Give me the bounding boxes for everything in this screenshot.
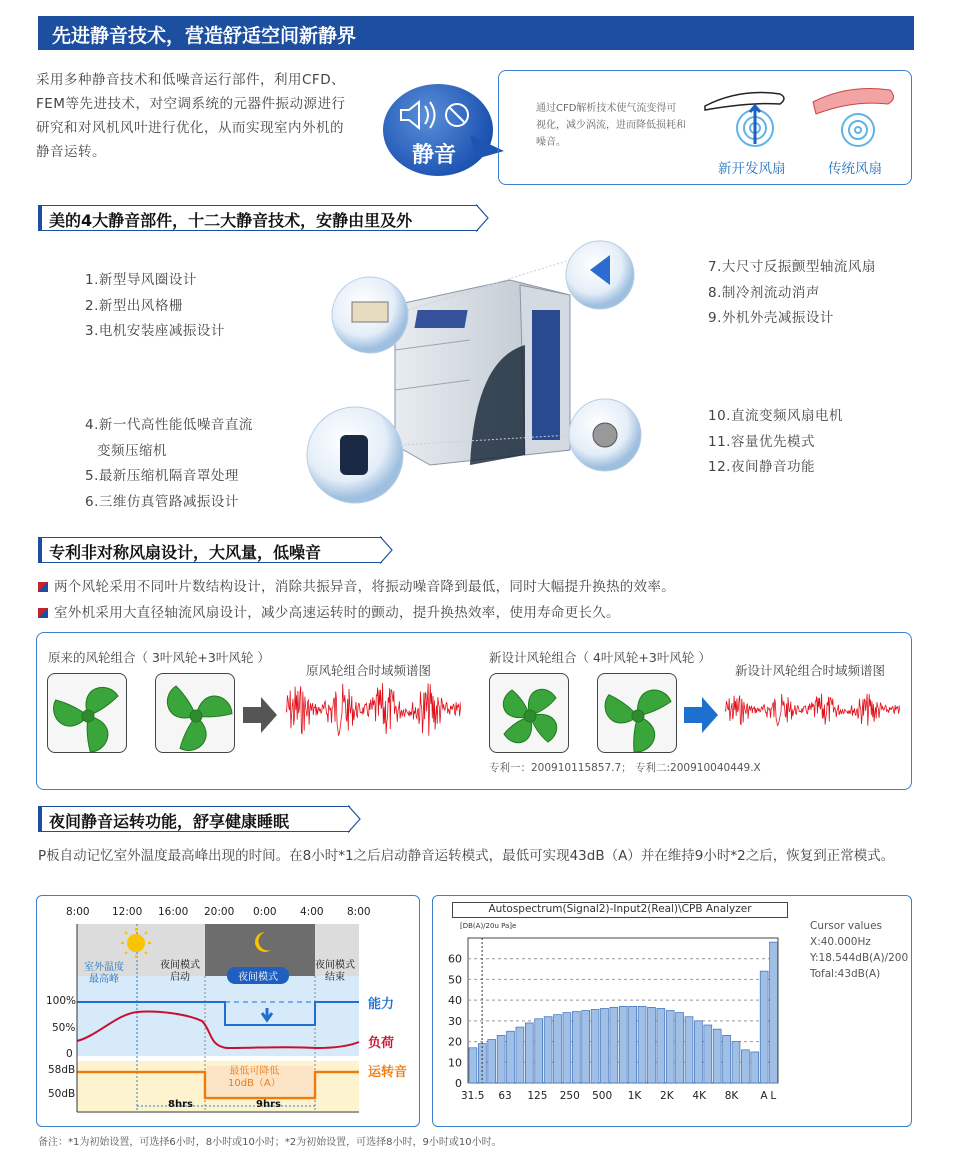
time-tick: 12:00 <box>112 906 143 918</box>
feature-item: 12.夜间静音功能 <box>708 459 815 475</box>
arrow-right-blue-icon <box>684 695 720 735</box>
spectrum-bar <box>610 1007 618 1083</box>
time-tick: 20:00 <box>204 906 235 918</box>
night-end-label: 夜间模式 结束 <box>315 960 355 983</box>
orig-spectrum-waveform <box>286 680 461 740</box>
y-tick-label: 60 <box>448 952 462 966</box>
spectrum-bar-chart <box>440 930 785 1120</box>
x-tick-label: A <box>760 1090 768 1102</box>
quiet-badge-label: 静音 <box>412 143 457 168</box>
y-tick: 0 <box>66 1048 73 1060</box>
bullet-square-icon <box>38 608 48 618</box>
feature-item: 2.新型出风格栅 <box>85 297 183 314</box>
spectrum-title: Autospectrum(Signal2)-Input2(Real)\CPB Analyzer <box>452 902 788 918</box>
cursor-title: Cursor values <box>810 920 883 932</box>
spectrum-bar <box>488 1040 496 1084</box>
hrs-8-label: 8hrs <box>168 1099 193 1110</box>
noise-label: 运转音 <box>368 1065 408 1080</box>
spectrum-bar <box>770 942 778 1083</box>
section-heading-fan <box>38 537 382 563</box>
x-tick-label: 8K <box>724 1090 739 1102</box>
time-tick: 8:00 <box>347 906 371 918</box>
spectrum-bar <box>760 971 768 1083</box>
cursor-total: Tofal:43dB(A) <box>810 968 881 980</box>
spectrum-ylabel: [DB(A)/20u Pa]e <box>460 922 517 930</box>
cursor-y: Y:18.544dB(A)/200 <box>810 952 909 964</box>
x-tick-label: 4K <box>692 1090 706 1102</box>
night-description: P板自动记忆室外温度最高峰出现的时间。在8小时*1之后启动静音运转模式，最低可实现43dB（A）并在维持9小时*2之后，恢复到正常模式。 <box>38 848 895 864</box>
feature-list-1 <box>85 268 225 345</box>
feature-item: 7.大尺寸反振颤型轴流风扇 <box>708 259 876 275</box>
spectrum-bar <box>619 1006 627 1083</box>
feature-item: 9.外机外壳减振设计 <box>708 310 834 326</box>
time-tick: 16:00 <box>158 906 189 918</box>
spectrum-bar <box>554 1015 562 1083</box>
feature-item: 变频压缩机 <box>97 442 167 459</box>
feature-item: 1.新型导风圈设计 <box>85 272 197 288</box>
fan-4blade <box>489 673 569 753</box>
feature-item: 10.直流变频风扇电机 <box>708 408 843 424</box>
old-fan-caption: 传统风扇 <box>828 161 882 177</box>
speaker-mute-icon <box>395 96 480 136</box>
heading-arrow-icon <box>348 805 362 833</box>
y-tick: 58dB <box>48 1064 76 1076</box>
spectrum-bar <box>563 1013 571 1083</box>
load-label: 负荷 <box>368 1036 395 1051</box>
intro-text: 采用多种静音技术和低噪音运行部件，利用CFD、FEM等先进技术，对空调系统的元器件振动源进行研究和对风机风叶进行优化，从而实现室内外机的静音运转。 <box>36 72 346 160</box>
spectrum-bar <box>544 1017 552 1083</box>
section-heading-night <box>38 806 350 832</box>
bullet-item-1: 两个风轮采用不同叶片数结构设计，消除共振异音，将振动噪音降到最低，同时大幅提升换热的效率。 <box>38 575 675 595</box>
capacity-label: 能力 <box>368 997 395 1012</box>
old-fan-blade-icon <box>808 76 903 154</box>
spectrum-bar <box>704 1025 712 1083</box>
hrs-9-label: 9hrs <box>256 1099 281 1110</box>
bullet-item-2: 室外机采用大直径轴流风扇设计，减少高速运转时的颤动，提升换热效率，使用寿命更长久。 <box>38 601 620 621</box>
fan-3blade-b <box>155 673 235 753</box>
spectrum-bar <box>582 1011 590 1084</box>
night-mode-chart <box>37 896 420 1127</box>
time-tick: 0:00 <box>253 906 277 918</box>
y-tick: 100% <box>46 995 77 1007</box>
spectrum-bar <box>572 1012 580 1083</box>
spectrum-bar <box>751 1052 759 1083</box>
new-fan-blade-icon <box>700 76 795 154</box>
new-fan-caption: 新开发风扇 <box>718 161 786 177</box>
section-heading-text: 美的4大静音部件，十二大静音技术，安静由里及外 <box>49 211 413 230</box>
spectrum-bar <box>525 1023 533 1083</box>
spectrum-bar <box>535 1019 543 1083</box>
feature-item: 11.容量优先模式 <box>708 433 815 450</box>
section-heading-components <box>38 205 478 231</box>
heading-arrow-icon <box>476 204 490 232</box>
feature-item: 6.三维仿真管路减振设计 <box>85 493 239 510</box>
feature-list-4 <box>708 404 843 481</box>
waveform-line <box>286 683 461 736</box>
spectrum-bar <box>507 1031 515 1083</box>
new-spectrum-waveform <box>725 680 900 740</box>
spectrum-bar <box>629 1006 637 1083</box>
feature-item: 3.电机安装座减振设计 <box>85 323 225 339</box>
outdoor-unit-illustration <box>300 240 660 520</box>
spectrum-bar <box>497 1035 505 1083</box>
spectrum-bar <box>713 1029 721 1083</box>
feature-list-3 <box>708 255 876 332</box>
waveform-line <box>725 694 900 726</box>
y-tick: 50dB <box>48 1088 76 1100</box>
page-banner: 先进静音技术，营造舒适空间新静界 <box>38 16 914 50</box>
time-tick: 4:00 <box>300 906 324 918</box>
y-tick: 50% <box>52 1022 76 1034</box>
x-tick-label: 31.5 <box>461 1090 485 1102</box>
new-combo-label: 新设计风轮组合（ 4叶风轮+3叶风轮 ） <box>489 650 711 665</box>
y-tick-label: 10 <box>448 1056 462 1070</box>
spectrum-bar <box>694 1021 702 1083</box>
spectrum-bar <box>591 1009 599 1083</box>
orig-spectrum-label: 原风轮组合时域频谱图 <box>306 663 432 678</box>
y-tick-label: 40 <box>448 994 462 1008</box>
y-tick-label: 50 <box>448 973 462 987</box>
x-tick-label: 1K <box>627 1090 642 1102</box>
y-tick-label: 20 <box>448 1035 462 1049</box>
y-tick-label: 0 <box>455 1077 462 1090</box>
x-tick-label: 500 <box>592 1090 613 1102</box>
night-mode-pill-label: 夜间模式 <box>238 972 278 983</box>
night-start-label: 夜间模式 启动 <box>160 960 200 983</box>
spectrum-bar <box>676 1013 684 1083</box>
spectrum-bar <box>657 1008 665 1083</box>
spectrum-bar <box>723 1035 731 1083</box>
feature-item: 8.制冷剂流动消声 <box>708 284 820 301</box>
spectrum-bar <box>469 1048 477 1083</box>
feature-list-2 <box>85 413 253 515</box>
time-tick: 8:00 <box>66 906 90 918</box>
cursor-x: X:40.000Hz <box>810 936 871 948</box>
peak-temp-label: 室外温度 最高峰 <box>84 962 124 985</box>
new-spectrum-label: 新设计风轮组合时域频谱图 <box>735 663 886 678</box>
noise-reduction-label: 最低可降低 10dB（A） <box>228 1066 281 1089</box>
spectrum-bar <box>647 1007 655 1083</box>
fan-3blade-a <box>47 673 127 753</box>
y-tick-label: 30 <box>448 1014 462 1028</box>
spectrum-bar <box>516 1027 524 1083</box>
night-mode-panel <box>36 895 420 1127</box>
footnote: 备注：*1为初始设置，可选择6小时，8小时或10小时；*2为初始设置，可选择8小时，9小时或10小时。 <box>38 1137 502 1148</box>
section-heading-text: 夜间静音运转功能，舒享健康睡眠 <box>49 812 290 831</box>
cursor-values <box>810 918 908 982</box>
x-tick-label: 2K <box>660 1090 674 1102</box>
x-tick-label: 63 <box>498 1090 512 1102</box>
spectrum-bar <box>638 1006 646 1083</box>
section-heading-text: 专利非对称风扇设计，大风量，低噪音 <box>49 543 322 562</box>
x-tick-label: 125 <box>527 1090 548 1102</box>
x-tick-label: 250 <box>559 1090 580 1102</box>
fan-3blade-c <box>597 673 677 753</box>
heading-arrow-icon <box>380 536 394 564</box>
spectrum-bar <box>741 1050 749 1083</box>
bullet-square-icon <box>38 582 48 592</box>
arrow-right-gray-icon <box>243 695 279 735</box>
spectrum-bar <box>666 1011 674 1084</box>
x-tick-label: L <box>770 1090 777 1102</box>
spectrum-bar <box>685 1017 693 1083</box>
spectrum-bar <box>601 1008 609 1083</box>
spectrum-bar <box>732 1042 740 1083</box>
feature-item: 5.最新压缩机隔音罩处理 <box>85 468 239 484</box>
patent-numbers: 专利一：200910115857.7； 专利二:200910040449.X <box>489 762 761 774</box>
cfd-text: 通过CFD解析技术使气流变得可视化，减少涡流，进而降低损耗和噪音。 <box>536 103 686 148</box>
orig-combo-label: 原来的风轮组合（ 3叶风轮+3叶风轮 ） <box>48 650 270 665</box>
feature-item: 4.新一代高性能低噪音直流 <box>85 417 253 433</box>
